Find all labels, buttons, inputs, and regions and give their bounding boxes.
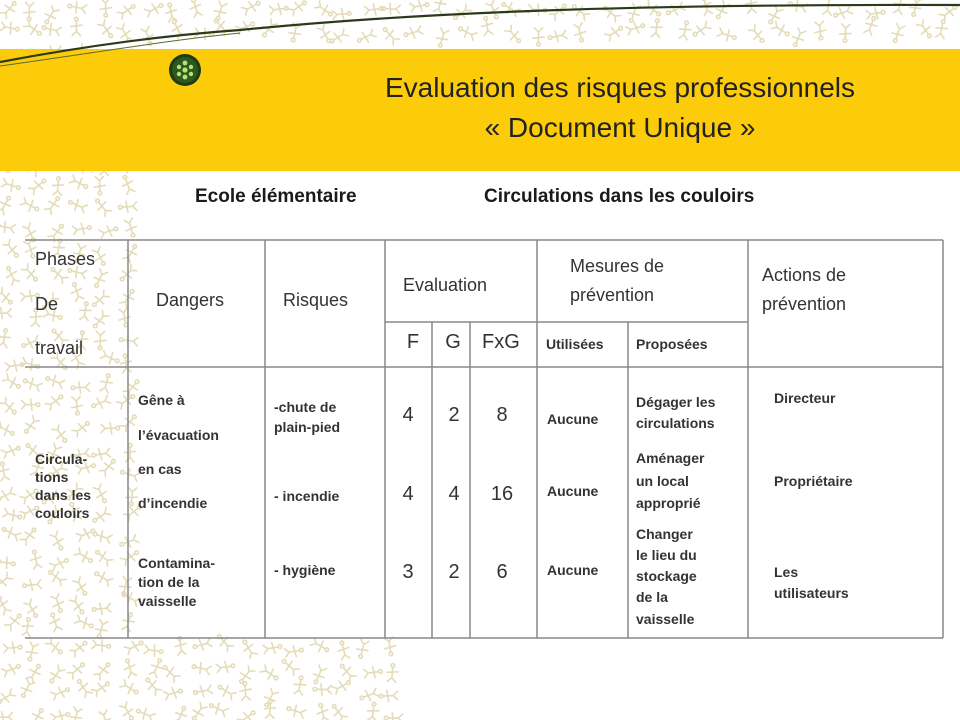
- phase-line-2: tions: [35, 469, 69, 485]
- header-mesures-line-2: prévention: [570, 285, 655, 305]
- phase-line-3: dans les: [35, 487, 92, 503]
- proposee-2-line-2: un local: [636, 473, 689, 489]
- header-evaluation: Evaluation: [403, 275, 488, 295]
- header-phases-line-2: De: [35, 294, 59, 314]
- proposee-1-line-1: Dégager les: [636, 394, 716, 410]
- danger-1-line-1: Gêne à: [138, 392, 185, 408]
- header-phases-line-3: travail: [35, 338, 84, 358]
- g-value-2: 4: [448, 483, 460, 505]
- proposee-3-line-5: vaisselle: [636, 611, 695, 627]
- header-phases-line-1: Phases: [35, 249, 96, 269]
- page-title-line-2: « Document Unique »: [484, 112, 756, 143]
- subtitle-school: Ecole élémentaire: [195, 186, 357, 207]
- proposee-3-line-4: de la: [636, 589, 668, 605]
- utilisee-2: Aucune: [547, 483, 599, 499]
- danger-1-line-3: en cas: [138, 461, 182, 477]
- risque-3: - hygiène: [274, 562, 336, 578]
- header-risques: Risques: [283, 290, 349, 310]
- header-utilisees: Utilisées: [546, 336, 604, 352]
- utilisee-3: Aucune: [547, 562, 599, 578]
- proposee-3-line-1: Changer: [636, 526, 693, 542]
- danger-2-line-1: Contamina-: [138, 555, 215, 571]
- g-value-3: 2: [448, 561, 460, 583]
- header-actions-line-1: Actions de: [762, 265, 847, 285]
- f-value-3: 3: [402, 561, 414, 583]
- header-proposees: Proposées: [636, 336, 708, 352]
- risque-1-line-2: plain-pied: [274, 419, 341, 435]
- proposee-2-line-3: approprié: [636, 495, 701, 511]
- action-3-line-2: utilisateurs: [774, 585, 849, 601]
- fxg-value-1: 8: [496, 404, 508, 426]
- proposee-2-line-1: Aménager: [636, 450, 705, 466]
- header-fxg: FxG: [482, 331, 520, 353]
- action-1: Directeur: [774, 390, 836, 406]
- phase-line-4: couloirs: [35, 505, 90, 521]
- action-3-line-1: Les: [774, 564, 799, 580]
- header-dangers: Dangers: [156, 290, 225, 310]
- header-f: F: [406, 331, 420, 353]
- proposee-3-line-3: stockage: [636, 568, 697, 584]
- danger-2-line-2: tion de la: [138, 574, 200, 590]
- phase-line-1: Circula-: [35, 451, 88, 467]
- subtitle-topic: Circulations dans les couloirs: [484, 186, 755, 207]
- g-value-1: 2: [448, 404, 460, 426]
- header-mesures-line-1: Mesures de: [570, 256, 665, 276]
- utilisee-1: Aucune: [547, 411, 599, 427]
- proposee-1-line-2: circulations: [636, 415, 715, 431]
- risque-1-line-1: -chute de: [274, 399, 337, 415]
- fxg-value-3: 6: [496, 561, 508, 583]
- action-2: Propriétaire: [774, 473, 853, 489]
- header-actions-line-2: prévention: [762, 294, 847, 314]
- danger-1-line-2: l’évacuation: [138, 427, 219, 443]
- f-value-1: 4: [402, 404, 414, 426]
- page-title-line-1: Evaluation des risques professionnels: [384, 72, 856, 103]
- header-g: G: [445, 331, 461, 353]
- risque-2: - incendie: [274, 488, 340, 504]
- fxg-value-2: 16: [490, 483, 514, 505]
- danger-1-line-4: d’incendie: [138, 495, 208, 511]
- f-value-2: 4: [402, 483, 414, 505]
- danger-2-line-3: vaisselle: [138, 593, 197, 609]
- proposee-3-line-2: le lieu du: [636, 547, 697, 563]
